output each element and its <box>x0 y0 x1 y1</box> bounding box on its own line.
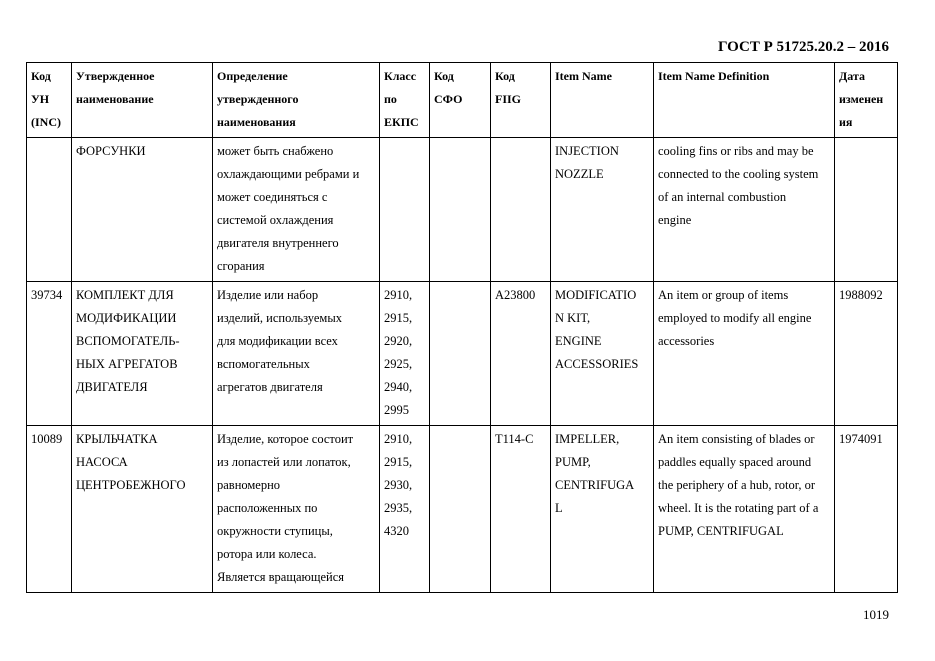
cell-line: ротора или колеса. <box>217 547 317 561</box>
cell-line: ENGINE <box>555 334 602 348</box>
header-line: УН <box>31 92 50 106</box>
col-header-ekps-class <box>380 63 430 138</box>
header-line: (INC) <box>31 115 61 129</box>
cell-line: An item or group of items <box>658 288 789 302</box>
header-line: Дата <box>839 69 865 83</box>
cell-fiig-code <box>491 138 551 282</box>
cell-line: Изделие или набор <box>217 288 319 302</box>
cell-line: охлаждающими ребрами и <box>217 167 360 181</box>
cell-line: INJECTION <box>555 144 619 158</box>
cell-item-name <box>551 282 654 426</box>
header-line: утвержденного <box>217 92 299 106</box>
cell-definition <box>213 282 380 426</box>
cell-inc-code: 10089 <box>27 426 72 593</box>
cell-line: of an internal combustion <box>658 190 787 204</box>
cell-line: окружности ступицы, <box>217 524 333 538</box>
cell-line: L <box>555 501 563 515</box>
cell-sfo-code <box>430 282 491 426</box>
cell-line: МОДИФИКАЦИИ <box>76 311 177 325</box>
cell-line: MODIFICATIO <box>555 288 637 302</box>
header-line: FIIG <box>495 92 522 106</box>
cell-line: КРЫЛЬЧАТКА <box>76 432 158 446</box>
cell-line: NOZZLE <box>555 167 604 181</box>
cell-item-name-definition <box>654 426 835 593</box>
cell-change-date: 1974091 <box>835 426 898 593</box>
cell-definition <box>213 138 380 282</box>
col-header-approved-name <box>72 63 213 138</box>
cell-item-name-definition <box>654 138 835 282</box>
cell-ekps-class <box>380 138 430 282</box>
cell-line: 2910, <box>384 432 413 446</box>
header-line: наименование <box>76 92 154 106</box>
cell-line: КОМПЛЕКТ ДЛЯ <box>76 288 174 302</box>
col-header-change-date <box>835 63 898 138</box>
header-line: Код <box>495 69 515 83</box>
header-line: Класс <box>384 69 417 83</box>
table-header-row <box>27 63 898 138</box>
cell-approved-name <box>72 282 213 426</box>
col-header-definition <box>213 63 380 138</box>
header-line: Код <box>31 69 51 83</box>
cell-line: ВСПОМОГАТЕЛЬ- <box>76 334 180 348</box>
table-row <box>27 426 898 593</box>
cell-inc-code <box>27 138 72 282</box>
header-line: Код <box>434 69 454 83</box>
cell-item-name-definition <box>654 282 835 426</box>
cell-line: ФОРСУНКИ <box>76 144 146 158</box>
cell-line: расположенных по <box>217 501 318 515</box>
cell-line: An item consisting of blades or <box>658 432 815 446</box>
header-line: ия <box>839 115 853 129</box>
header-line: ЕКПС <box>384 115 419 129</box>
header-line: наименования <box>217 115 296 129</box>
cell-line: connected to the cooling system <box>658 167 819 181</box>
col-header-inc-code <box>27 63 72 138</box>
cell-change-date <box>835 138 898 282</box>
header-line: изменен <box>839 92 884 106</box>
cell-line: N KIT, <box>555 311 591 325</box>
cell-line: 2940, <box>384 380 413 394</box>
cell-sfo-code <box>430 426 491 593</box>
cell-line: 2915, <box>384 455 413 469</box>
cell-line: employed to modify all engine <box>658 311 812 325</box>
cell-line: PUMP, <box>555 455 591 469</box>
cell-approved-name <box>72 426 213 593</box>
cell-ekps-class <box>380 282 430 426</box>
cell-line: 2995 <box>384 403 409 417</box>
nomenclature-table <box>26 62 898 593</box>
cell-line: двигателя внутреннего <box>217 236 339 250</box>
cell-line: равномерно <box>217 478 281 492</box>
cell-line: 2930, <box>384 478 413 492</box>
cell-item-name <box>551 426 654 593</box>
cell-line: 2915, <box>384 311 413 325</box>
col-header-sfo-code <box>430 63 491 138</box>
cell-line: может быть снабжено <box>217 144 334 158</box>
header-line: по <box>384 92 397 106</box>
cell-line: сгорания <box>217 259 265 273</box>
cell-line: IMPELLER, <box>555 432 620 446</box>
cell-fiig-code: A23800 <box>491 282 551 426</box>
cell-line: НАСОСА <box>76 455 128 469</box>
cell-definition <box>213 426 380 593</box>
table-row <box>27 138 898 282</box>
cell-line: 2920, <box>384 334 413 348</box>
cell-item-name <box>551 138 654 282</box>
cell-line: CENTRIFUGA <box>555 478 635 492</box>
cell-line: Изделие, которое состоит <box>217 432 354 446</box>
cell-line: ЦЕНТРОБЕЖНОГО <box>76 478 186 492</box>
cell-inc-code: 39734 <box>27 282 72 426</box>
cell-line: 2910, <box>384 288 413 302</box>
cell-sfo-code <box>430 138 491 282</box>
cell-line: может соединяться с <box>217 190 328 204</box>
header-line: Item Name Definition <box>658 69 770 83</box>
col-header-fiig-code <box>491 63 551 138</box>
cell-line: engine <box>658 213 692 227</box>
cell-line: из лопастей или лопаток, <box>217 455 351 469</box>
cell-fiig-code: T114-C <box>491 426 551 593</box>
cell-line: ДВИГАТЕЛЯ <box>76 380 148 394</box>
header-line: Item Name <box>555 69 612 83</box>
cell-line: 2935, <box>384 501 413 515</box>
cell-line: ACCESSORIES <box>555 357 639 371</box>
header-line: Утвержденное <box>76 69 155 83</box>
cell-line: accessories <box>658 334 715 348</box>
cell-line: paddles equally spaced around <box>658 455 812 469</box>
cell-line: НЫХ АГРЕГАТОВ <box>76 357 178 371</box>
document-standard-header: ГОСТ Р 51725.20.2 – 2016 <box>717 39 889 55</box>
cell-line: 4320 <box>384 524 409 538</box>
cell-line: wheel. It is the rotating part of a <box>658 501 819 515</box>
cell-line: агрегатов двигателя <box>217 380 323 394</box>
cell-line: Является вращающейся <box>217 570 345 584</box>
cell-line: PUMP, CENTRIFUGAL <box>658 524 784 538</box>
cell-line: the periphery of a hub, rotor, or <box>658 478 816 492</box>
cell-change-date: 1988092 <box>835 282 898 426</box>
header-line: Определение <box>217 69 288 83</box>
cell-line: вспомогательных <box>217 357 310 371</box>
col-header-item-name-definition <box>654 63 835 138</box>
cell-line: 2925, <box>384 357 413 371</box>
cell-line: изделий, используемых <box>217 311 342 325</box>
table-row <box>27 282 898 426</box>
cell-line: для модификации всех <box>217 334 338 348</box>
cell-line: системой охлаждения <box>217 213 334 227</box>
header-line: СФО <box>434 92 463 106</box>
page-number: 1019 <box>863 607 889 622</box>
cell-line: cooling fins or ribs and may be <box>658 144 814 158</box>
cell-ekps-class <box>380 426 430 593</box>
cell-approved-name <box>72 138 213 282</box>
col-header-item-name <box>551 63 654 138</box>
